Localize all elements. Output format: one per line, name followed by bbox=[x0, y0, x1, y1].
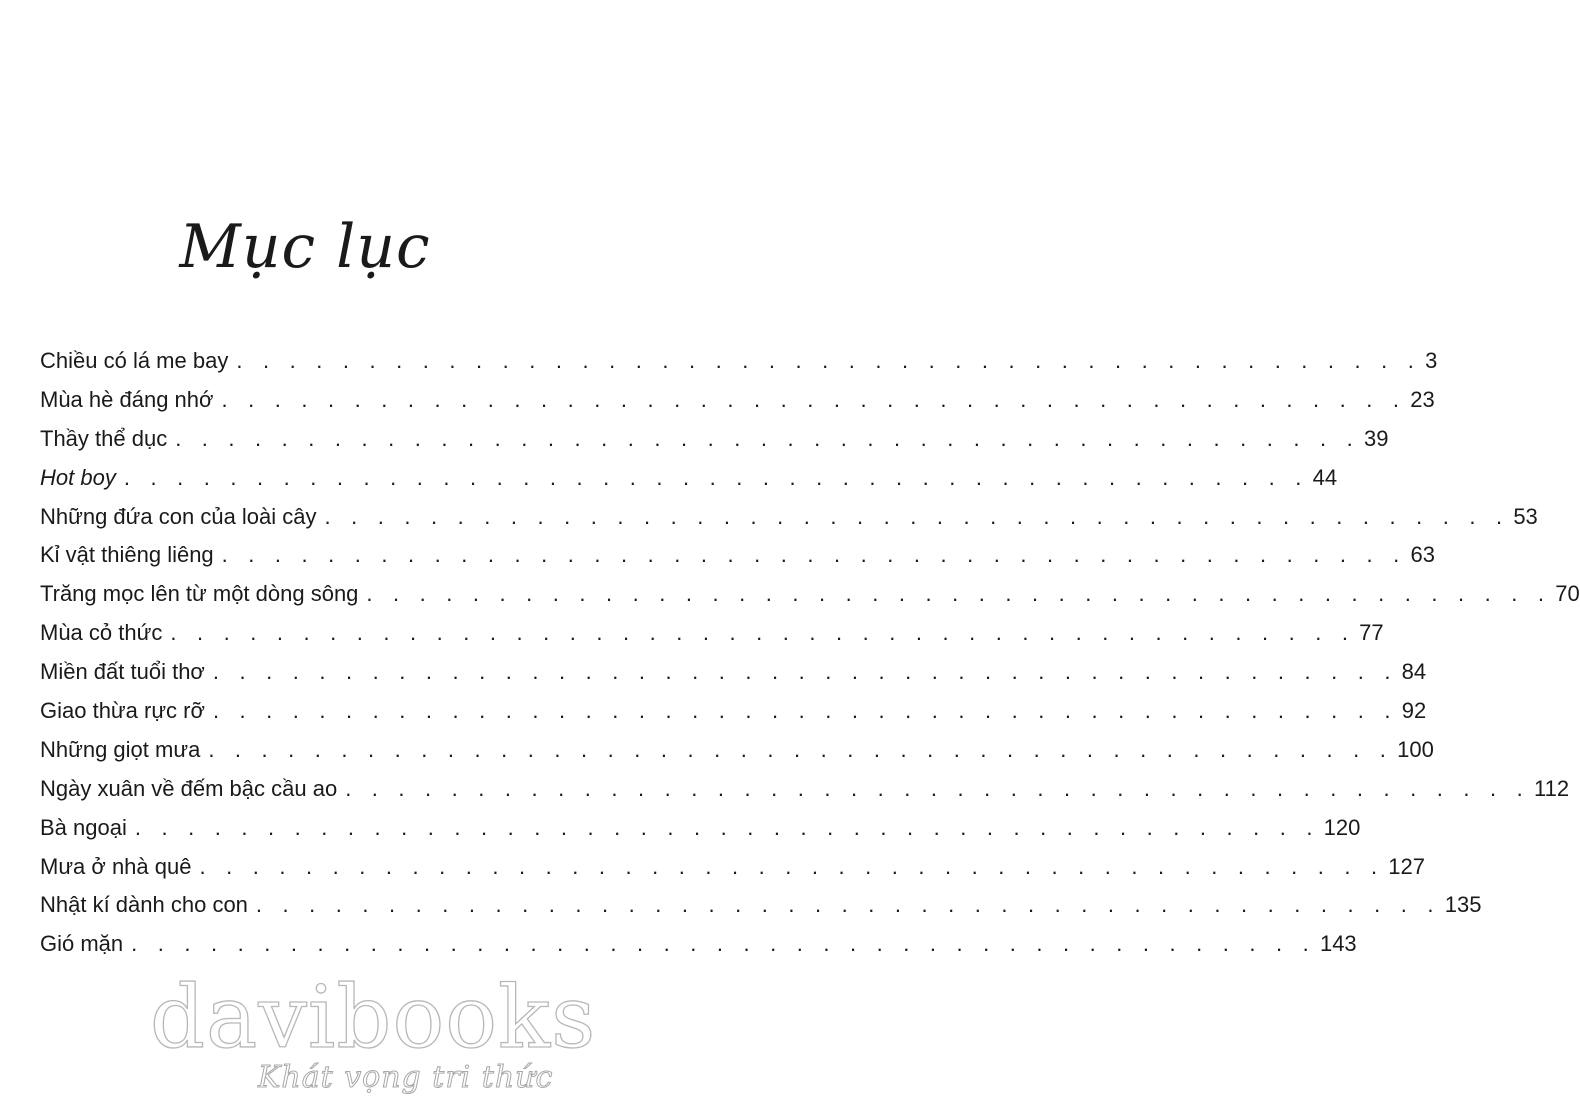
toc-leader-dots: . . . . . . . . . . . . . . . . . . . . . . . . . . . . . . . . . . . . . . . . . . . . . bbox=[255, 892, 1441, 918]
toc-leader-dots: . . . . . . . . . . . . . . . . . . . . . . . . . . . . . . . . . . . . . . . . . . . . . bbox=[123, 464, 1309, 490]
toc-entry-page: 39 bbox=[1363, 425, 1389, 451]
toc-entry-title: Thầy thể dục bbox=[40, 425, 168, 451]
toc-entry-title: Giao thừa rực rỡ bbox=[40, 698, 205, 724]
toc-entry-title: Bà ngoại bbox=[40, 814, 127, 840]
toc-entry bbox=[40, 886, 1482, 925]
toc-entry-title: Nhật kí dành cho con bbox=[40, 892, 248, 918]
toc-entry-page: 3 bbox=[1425, 348, 1438, 373]
toc-leader-dots: . . . . . . . . . . . . . . . . . . . . . . . . . . . . . . . . . . . . . . . . . . . . . bbox=[366, 581, 1552, 607]
toc-entry-page: 100 bbox=[1397, 736, 1434, 762]
toc-entry-page: 84 bbox=[1401, 659, 1427, 685]
toc-leader-dots: . . . . . . . . . . . . . . . . . . . . . . . . . . . . . . . . . . . . . . . . . . . . . bbox=[134, 814, 1320, 840]
toc-entry bbox=[40, 809, 1361, 848]
toc-entry-title: Mưa ở nhà quê bbox=[40, 853, 192, 879]
toc-entry-page: 44 bbox=[1312, 464, 1338, 490]
toc-entry-title: Gió mặn bbox=[40, 931, 124, 957]
table-of-contents bbox=[40, 342, 1580, 964]
toc-entry-page: 63 bbox=[1410, 542, 1435, 568]
toc-entry-page: 92 bbox=[1401, 698, 1427, 724]
toc-leader-dots: . . . . . . . . . . . . . . . . . . . . . . . . . . . . . . . . . . . . . . . . . . . . . bbox=[324, 503, 1510, 529]
toc-leader-dots: . . . . . . . . . . . . . . . . . . . . . . . . . . . . . . . . . . . . . . . . . . . . . bbox=[221, 386, 1407, 412]
toc-entry bbox=[40, 770, 1570, 809]
toc-entry bbox=[40, 459, 1338, 498]
toc-entry-page: 127 bbox=[1388, 853, 1425, 879]
toc-entry bbox=[40, 925, 1357, 964]
toc-entry bbox=[40, 498, 1538, 537]
toc-entry bbox=[40, 342, 1438, 381]
toc-entry-page: 77 bbox=[1359, 620, 1384, 646]
toc-entry bbox=[40, 420, 1389, 459]
toc-entry-title: Chiều có lá me bay bbox=[40, 348, 229, 373]
toc-leader-dots: . . . . . . . . . . . . . . . . . . . . . . . . . . . . . . . . . . . . . . . . . . . . . bbox=[221, 542, 1407, 568]
toc-entry-page: 23 bbox=[1410, 386, 1435, 412]
toc-entry-title: Hot boy bbox=[40, 464, 116, 490]
toc-entry bbox=[40, 653, 1427, 692]
page-title: Mục lục bbox=[179, 212, 431, 282]
toc-entry-page: 120 bbox=[1323, 814, 1361, 840]
toc-entry-title: Những giọt mưa bbox=[40, 736, 201, 762]
toc-leader-dots: . . . . . . . . . . . . . . . . . . . . . . . . . . . . . . . . . . . . . . . . . . . . . bbox=[212, 659, 1398, 685]
toc-entry bbox=[40, 536, 1435, 575]
toc-leader-dots: . . . . . . . . . . . . . . . . . . . . . . . . . . . . . . . . . . . . . . . . . . . . . bbox=[131, 931, 1316, 957]
toc-entry-title: Trăng mọc lên từ một dòng sông bbox=[40, 581, 359, 607]
toc-entry bbox=[40, 692, 1427, 731]
toc-entry bbox=[40, 575, 1580, 614]
toc-entry-page: 135 bbox=[1444, 892, 1482, 918]
toc-entry-page: 112 bbox=[1533, 775, 1570, 801]
toc-leader-dots: . . . . . . . . . . . . . . . . . . . . . . . . . . . . . . . . . . . . . . . . . . . . . bbox=[175, 425, 1360, 451]
toc-entry-title: Ngày xuân về đếm bậc cầu ao bbox=[40, 775, 338, 801]
toc-leader-dots: . . . . . . . . . . . . . . . . . . . . . . . . . . . . . . . . . . . . . . . . . . . . . bbox=[212, 698, 1398, 724]
watermark-brand: davibooks bbox=[150, 968, 597, 1068]
toc-entry-title: Mùa cỏ thức bbox=[40, 620, 163, 646]
toc-leader-dots: . . . . . . . . . . . . . . . . . . . . . . . . . . . . . . . . . . . . . . . . . . . . . bbox=[170, 620, 1356, 646]
watermark-slogan: Khát vọng tri thức bbox=[258, 1060, 554, 1095]
toc-entry-title: Miền đất tuổi thơ bbox=[40, 659, 205, 685]
toc-entry bbox=[40, 381, 1435, 420]
toc-entry-page: 143 bbox=[1319, 931, 1357, 957]
toc-entry bbox=[40, 848, 1425, 887]
toc-leader-dots: . . . . . . . . . . . . . . . . . . . . . . . . . . . . . . . . . . . . . . . . . . . . . bbox=[345, 775, 1530, 801]
toc-entry bbox=[40, 614, 1384, 653]
toc-entry bbox=[40, 731, 1434, 770]
toc-leader-dots: . . . . . . . . . . . . . . . . . . . . . . . . . . . . . . . . . . . . . . . . . . . . . bbox=[236, 348, 1422, 373]
toc-entry-page: 70 bbox=[1555, 581, 1580, 607]
toc-entry-title: Mùa hè đáng nhớ bbox=[40, 386, 214, 412]
toc-entry-page: 53 bbox=[1513, 503, 1538, 529]
toc-leader-dots: . . . . . . . . . . . . . . . . . . . . . . . . . . . . . . . . . . . . . . . . . . . . . bbox=[208, 736, 1394, 762]
toc-entry-title: Kỉ vật thiêng liêng bbox=[40, 542, 214, 568]
toc-leader-dots: . . . . . . . . . . . . . . . . . . . . . . . . . . . . . . . . . . . . . . . . . . . . . bbox=[199, 853, 1385, 879]
toc-entry-title: Những đứa con của loài cây bbox=[40, 503, 317, 529]
